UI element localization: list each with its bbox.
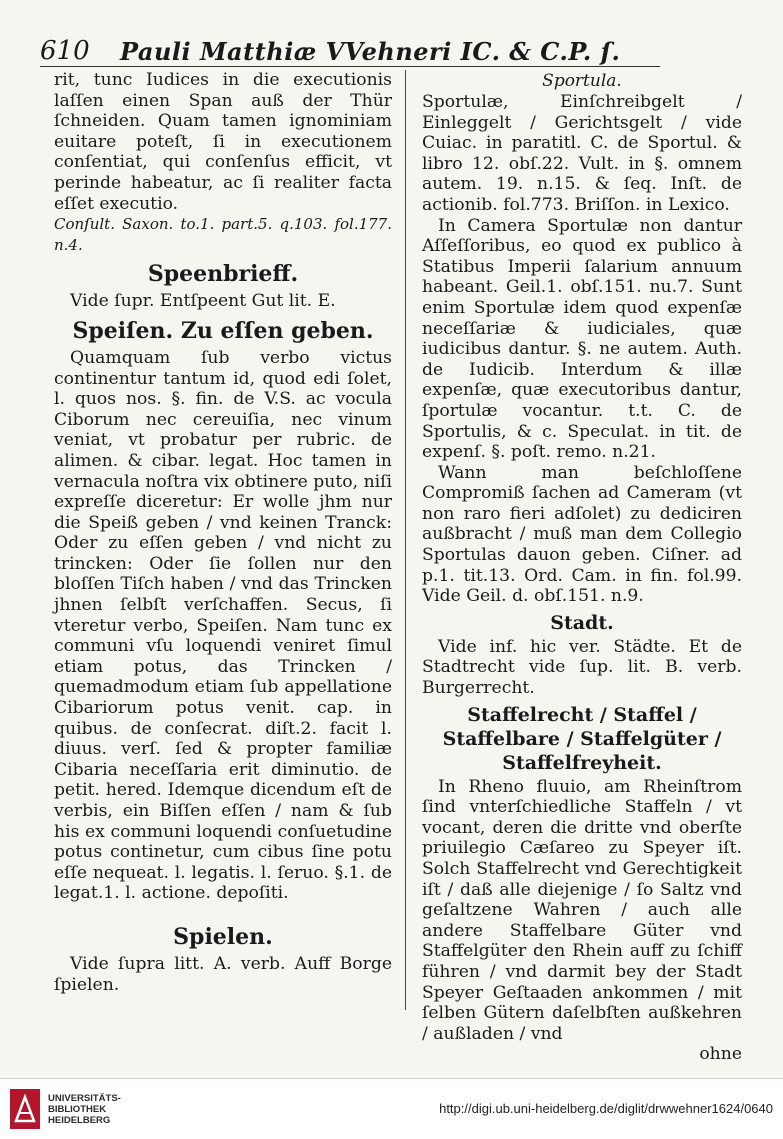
- paragraph: rit, tunc Iudices in die executionis laſſen einen Span auß der Thür ſchneiden. Quam tamen ignominiam euitare poteſt, ſi in executionem conſentiat, qui conſenſus efficit, vt perinde habeatur, ac ſi realiter facta eſſet executio.: [54, 70, 392, 214]
- library-name: UNIVERSITÄTS- BIBLIOTHEK HEIDELBERG: [48, 1092, 121, 1126]
- entry-heading-speisen: Speiſen. Zu eſſen geben.: [72, 317, 374, 344]
- running-header: [40, 30, 660, 67]
- paragraph: Quamquam ſub verbo victus continentur tantum id, quod edi ſolet, l. quos nos. §. fin. de V.S. ac vocula Ciborum nec cereuiſia, nec vinum veniat, vt probatur per rubric. de alimen. & cibar. legat. Hoc tamen in vernacula noſtra vix obtinere puto, niſi expreſſe diceretur: Er wolle jhm nur die Speiß geben / vnd keinen Tranck: Oder zu eſſen geben / vnd nicht zu trincken: Oder ſie ſollen nur den bloſſen Tiſch haben / vnd das Trincken jhnen ſelbſt verſchaffen. Secus, ſi vteretur verbo, Speiſen. Nam tunc ex communi vſu loquendi veniret ſimul etiam potus, das Trincken / quemadmodum etiam ſub appellatione Cibariorum potus venit. cap. in quibus. de conſecrat. diſt.2. facit l. diuus. verſ. ſed & propter familiæ Cibaria neceſſaria erit diminutio. de petit. hered. Idemque dicendum eſt de verbis, ein Biſſen eſſen / nam & ſub his ex communi loquendi conſuetudine potus continetur, cum cibus ſine potu eſſe nequeat. l. legatis. l. ſeruo. §.1. de legat.1. l. actione. depoſiti.: [54, 347, 392, 904]
- paragraph: Vide inf. hic ver. Städte. Et de Stadtrecht vide ſup. lit. B. verb. Burgerrecht.: [422, 636, 742, 699]
- paragraph: Sportulæ, Einſchreibgelt / Einleggelt / Gerichtsgelt / vide Cuiac. in paratitl. C. de Sportul. & libro 12. obſ.22. Vult. in §. omnem autem. 19. n.15. & ſeq. Inſt. de actionib. fol.773. Briſſon. in Lexico.: [422, 92, 742, 215]
- paragraph: Vide ſupr. Entſpeent Gut lit. E.: [70, 291, 336, 312]
- entry-heading-staffelrecht: Staffelrecht / Staffel / Staffelbare / Staffelgüter / Staffelfreyheit.: [442, 703, 722, 774]
- entry-heading-spielen: Spielen.: [173, 923, 273, 950]
- viewer-footer: [0, 1078, 783, 1139]
- left-column: [54, 70, 392, 995]
- entry-heading-speenbrieff: Speenbrieff.: [147, 261, 299, 288]
- paragraph: Wann man beſchloſſene Compromiß ſachen ad Cameram (vt non raro fieri adſolet) zu dediciren außbracht / muß man dem Collegio Sportulas dauon geben. Ciſner. ad p.1. tit.13. Ord. Cam. in fin. fol.99. Vide Geil. d. obſ.151. n.9.: [422, 462, 742, 607]
- permalink-url[interactable]: http://digi.ub.uni-heidelberg.de/diglit/drwwehner1624/0640: [439, 1101, 773, 1116]
- column-divider: [405, 70, 406, 1010]
- right-column: [422, 70, 742, 1065]
- library-logo-icon: [10, 1089, 40, 1129]
- page-number: 610: [40, 36, 90, 66]
- catchword: ohne: [699, 1044, 742, 1065]
- running-title: Pauli Matthiæ VVehneri IC. & C.P. ſ.: [120, 37, 621, 66]
- paragraph: In Rheno fluuio, am Rheinſtrom ſind vnterſchiedliche Staffeln / vt vocant, deren die dritte vnd oberſte priuilegio Cæſareo zu Speyer iſt. Solch Staffelrecht vnd Gerechtigkeit iſt / daß alle diejenige / ſo Saltz vnd geſaltzene Wahren / auch alle andere Staffelbare Güter vnd Staffelgüter den Rhein auff zu ſchiff führen / vnd darmit bey der Stadt Speyer Geſtaaden ankommen / mit ſelben Gütern daſelbſten außkehren / außladen / vnd: [422, 776, 742, 1044]
- citation: Conſult. Saxon. to.1. part.5. q.103. fol.177. n.4.: [54, 215, 392, 254]
- paragraph: Vide ſupra litt. A. verb. Auff Borge ſpielen.: [54, 953, 392, 995]
- entry-heading-stadt: Stadt.: [550, 611, 614, 634]
- paragraph: In Camera Sportulæ non dantur Aſſeſſoribus, eo quod ex publico à Statibus Imperii ſalarium annuum habeant. Geil.1. obſ.151. nu.7. Sunt enim Sportulæ idem quod expenſæ neceſſariæ & iudiciales, quæ iudicibus dantur. §. ne autem. Auth. de Iudicib. Interdum & illæ expenſæ, quæ executoribus dantur, ſportulæ vocantur. t.t. C. de Sportulis, & c. Speculat. in tit. de expenſ. §. poſt. remo. n.21.: [422, 215, 742, 463]
- entry-heading-sportula: Sportula.: [542, 71, 622, 91]
